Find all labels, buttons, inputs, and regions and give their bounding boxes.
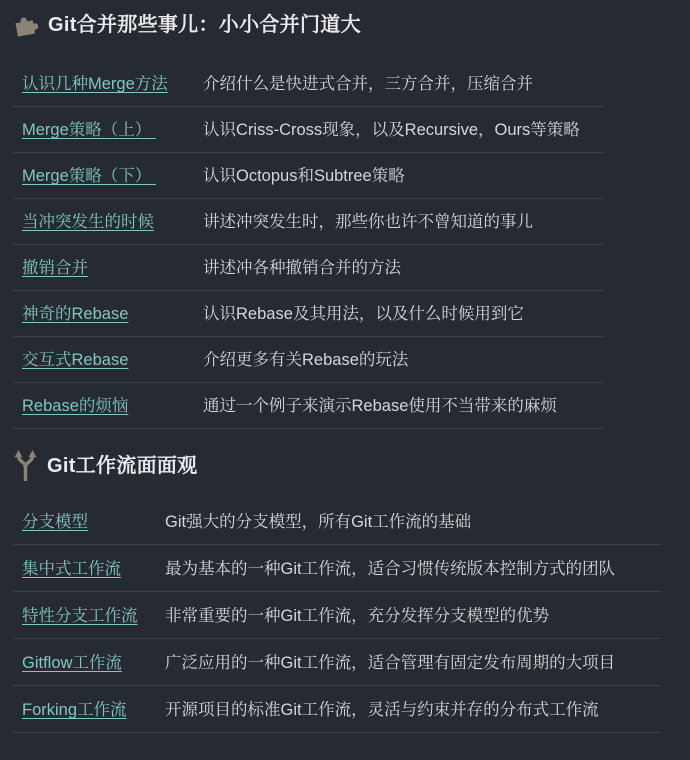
table-row (13, 592, 661, 639)
section-title: Git合并那些事儿：小小合并门道大 (48, 14, 361, 36)
link-gitflow-workflow[interactable]: Gitflow工作流 (22, 654, 122, 672)
link-rebase-trouble[interactable]: Rebase的烦恼 (22, 397, 129, 415)
row-description: 介绍更多有关Rebase的玩法 (194, 337, 604, 383)
row-description: 开源项目的标准Git工作流，灵活与约束并存的分布式工作流 (156, 686, 661, 733)
table-row (13, 383, 604, 429)
section-git-merge-heading (13, 0, 690, 40)
link-magic-rebase[interactable]: 神奇的Rebase (22, 305, 129, 323)
table-row (13, 686, 661, 733)
row-description: 非常重要的一种Git工作流，充分发挥分支模型的优势 (156, 592, 661, 639)
puzzle-icon (13, 12, 39, 38)
table-row (13, 545, 661, 592)
row-description: 讲述冲各种撤销合并的方法 (194, 245, 604, 291)
table-row (13, 153, 604, 199)
row-description: 认识Octopus和Subtree策略 (194, 153, 604, 199)
link-interactive-rebase[interactable]: 交互式Rebase (22, 351, 129, 369)
row-description: 介绍什么是快进式合并，三方合并，压缩合并 (194, 61, 604, 107)
row-description: 认识Criss-Cross现象，以及Recursive，Ours等策略 (194, 107, 604, 153)
section-git-workflows (0, 429, 690, 733)
link-centralized-workflow[interactable]: 集中式工作流 (22, 560, 121, 578)
branch-icon (13, 450, 38, 482)
table-row (13, 337, 604, 383)
row-description: 讲述冲突发生时，那些你也许不曾知道的事儿 (194, 199, 604, 245)
link-merge-methods[interactable]: 认识几种Merge方法 (22, 75, 168, 93)
link-forking-workflow[interactable]: Forking工作流 (22, 701, 127, 719)
link-feature-branch-workflow[interactable]: 特性分支工作流 (22, 607, 138, 625)
link-merge-strategy-down[interactable]: Merge策略（下） (22, 167, 156, 185)
row-description: 认识Rebase及其用法，以及什么时候用到它 (194, 291, 604, 337)
section-title: Git工作流面面观 (47, 455, 198, 477)
row-description: 最为基本的一种Git工作流，适合习惯传统版本控制方式的团队 (156, 545, 661, 592)
link-merge-strategy-up[interactable]: Merge策略（上） (22, 121, 156, 139)
link-when-conflict-happens[interactable]: 当冲突发生的时候 (22, 213, 154, 231)
table-row (13, 107, 604, 153)
row-description: 通过一个例子来演示Rebase使用不当带来的麻烦 (194, 383, 604, 429)
row-description: Git强大的分支模型，所有Git工作流的基础 (156, 498, 661, 545)
table-row (13, 639, 661, 686)
table-row (13, 61, 604, 107)
table-row (13, 199, 604, 245)
merge-topics-table (13, 61, 604, 429)
link-undo-merge[interactable]: 撤销合并 (22, 259, 88, 277)
table-row (13, 245, 604, 291)
table-row (13, 498, 661, 545)
workflow-topics-table (13, 498, 661, 733)
link-branch-model[interactable]: 分支模型 (22, 513, 88, 531)
row-description: 广泛应用的一种Git工作流，适合管理有固定发布周期的大项目 (156, 639, 661, 686)
section-git-workflows-heading (13, 429, 690, 482)
table-row (13, 291, 604, 337)
